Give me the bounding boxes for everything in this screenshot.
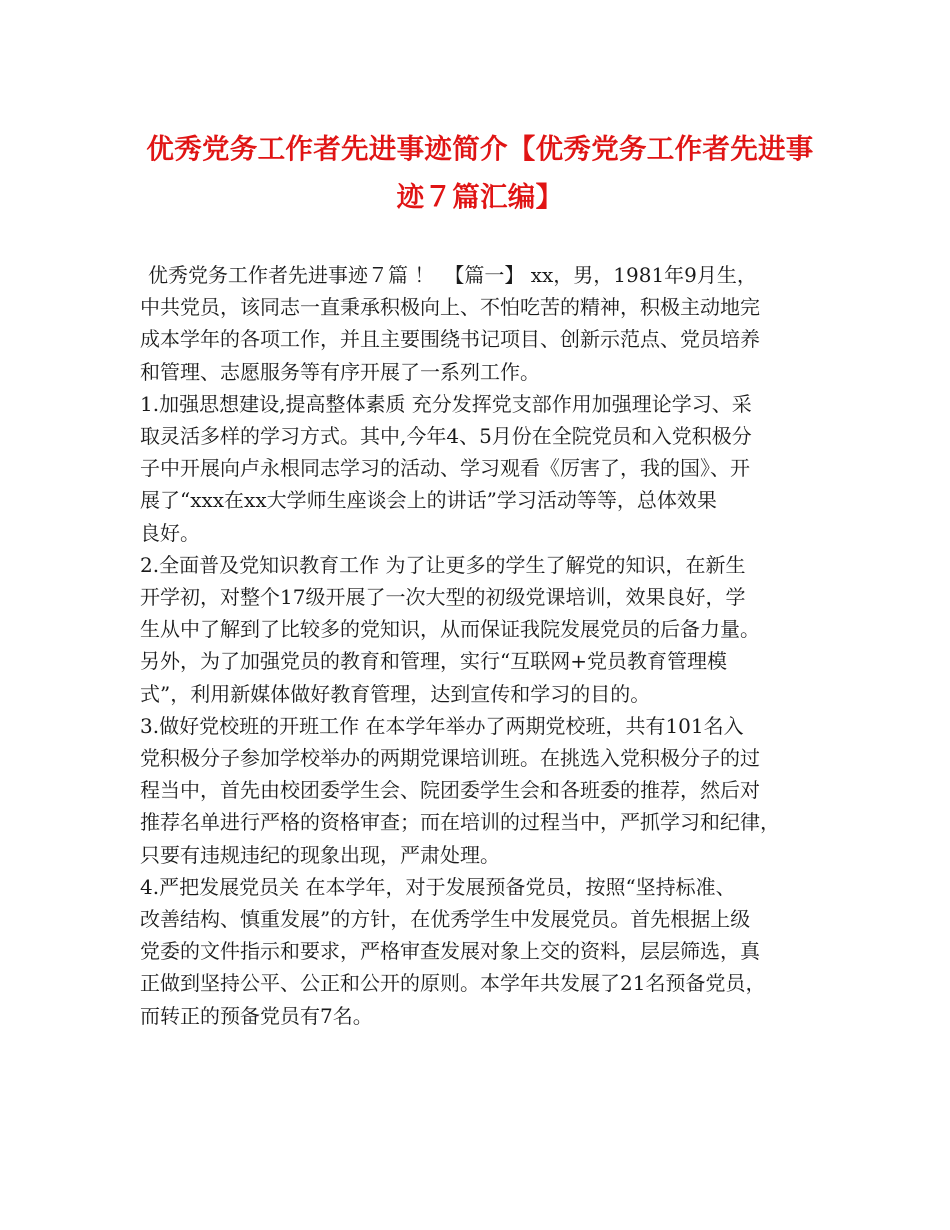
section-1-line-3: 子中开展向卢永根同志学习的活动、学习观看《厉害了，我的国》、开 [140, 456, 750, 481]
section-3-line-5: 只要有违规违纪的现象出现，严肃处理。 [140, 842, 500, 867]
section-2-line-1: 2.全面普及党知识教育工作 为了让更多的学生了解党的知识，在新生 [140, 552, 746, 577]
section-3-line-3: 程当中，首先由校团委学生会、院团委学生会和各班委的推荐，然后对 [140, 778, 760, 803]
section-1-line-5: 良好。 [140, 520, 200, 545]
section-2-line-4: 另外，为了加强党员的教育和管理，实行“互联网+党员教育管理模 [140, 649, 727, 674]
section-1-line-2: 取灵活多样的学习方式。其中,今年4、5月份在全院党员和入党积极分 [140, 424, 752, 449]
section-3-line-1: 3.做好党校班的开班工作 在本学年举办了两期党校班，共有101名入 [140, 713, 744, 738]
document-body [140, 259, 820, 1032]
section-3-line-4: 推荐名单进行严格的资格审查；而在培训的过程当中，严抓学习和纪律， [140, 810, 780, 835]
title-line-1: 优秀党务工作者先进事迹简介【优秀党务工作者先进事 [146, 133, 814, 165]
section-4-line-2: 改善结构、慎重发展”的方针，在优秀学生中发展党员。首先根据上级 [140, 907, 751, 932]
section-4-line-5: 而转正的预备党员有7名。 [140, 1003, 373, 1028]
section-2-line-5: 式”，利用新媒体做好教育管理，达到宣传和学习的目的。 [140, 681, 651, 706]
section-2-line-3: 生从中了解到了比较多的党知识，从而保证我院发展党员的后备力量。 [140, 617, 760, 642]
section-4-line-3: 党委的文件指示和要求，严格审查发展对象上交的资料，层层筛选，真 [140, 939, 760, 964]
section-3-line-2: 党积极分子参加学校举办的两期党课培训班。在挑选入党积极分子的过 [140, 746, 760, 771]
document-title [140, 125, 820, 221]
intro-line-1: 优秀党务工作者先进事迹７篇 ！ 【篇一】 xx，男，1981年9月生， [148, 263, 757, 287]
intro-line-4: 和管理、志愿服务等有序开展了一系列工作。 [140, 359, 540, 384]
section-1-line-4: 展了“xxx在xx大学师生座谈会上的讲话”学习活动等等，总体效果 [140, 488, 717, 513]
intro-line-3: 成本学年的各项工作，并且主要围绕书记项目、创新示范点、党员培养 [140, 327, 760, 352]
section-1-line-1: 1.加强思想建设,提高整体素质 充分发挥党支部作用加强理论学习、采 [140, 391, 752, 416]
title-line-2: 迹７篇汇编】 [396, 181, 564, 213]
section-4-line-1: 4.严把发展党员关 在本学年，对于发展预备党员，按照“坚持标准、 [140, 874, 736, 899]
intro-line-2: 中共党员，该同志一直秉承积极向上、不怕吃苦的精神，积极主动地完 [140, 295, 760, 320]
section-2-line-2: 开学初，对整个17级开展了一次大型的初级党课培训，效果良好，学 [140, 585, 746, 610]
section-4-line-4: 正做到坚持公平、公正和公开的原则。本学年共发展了21名预备党员， [140, 971, 766, 996]
